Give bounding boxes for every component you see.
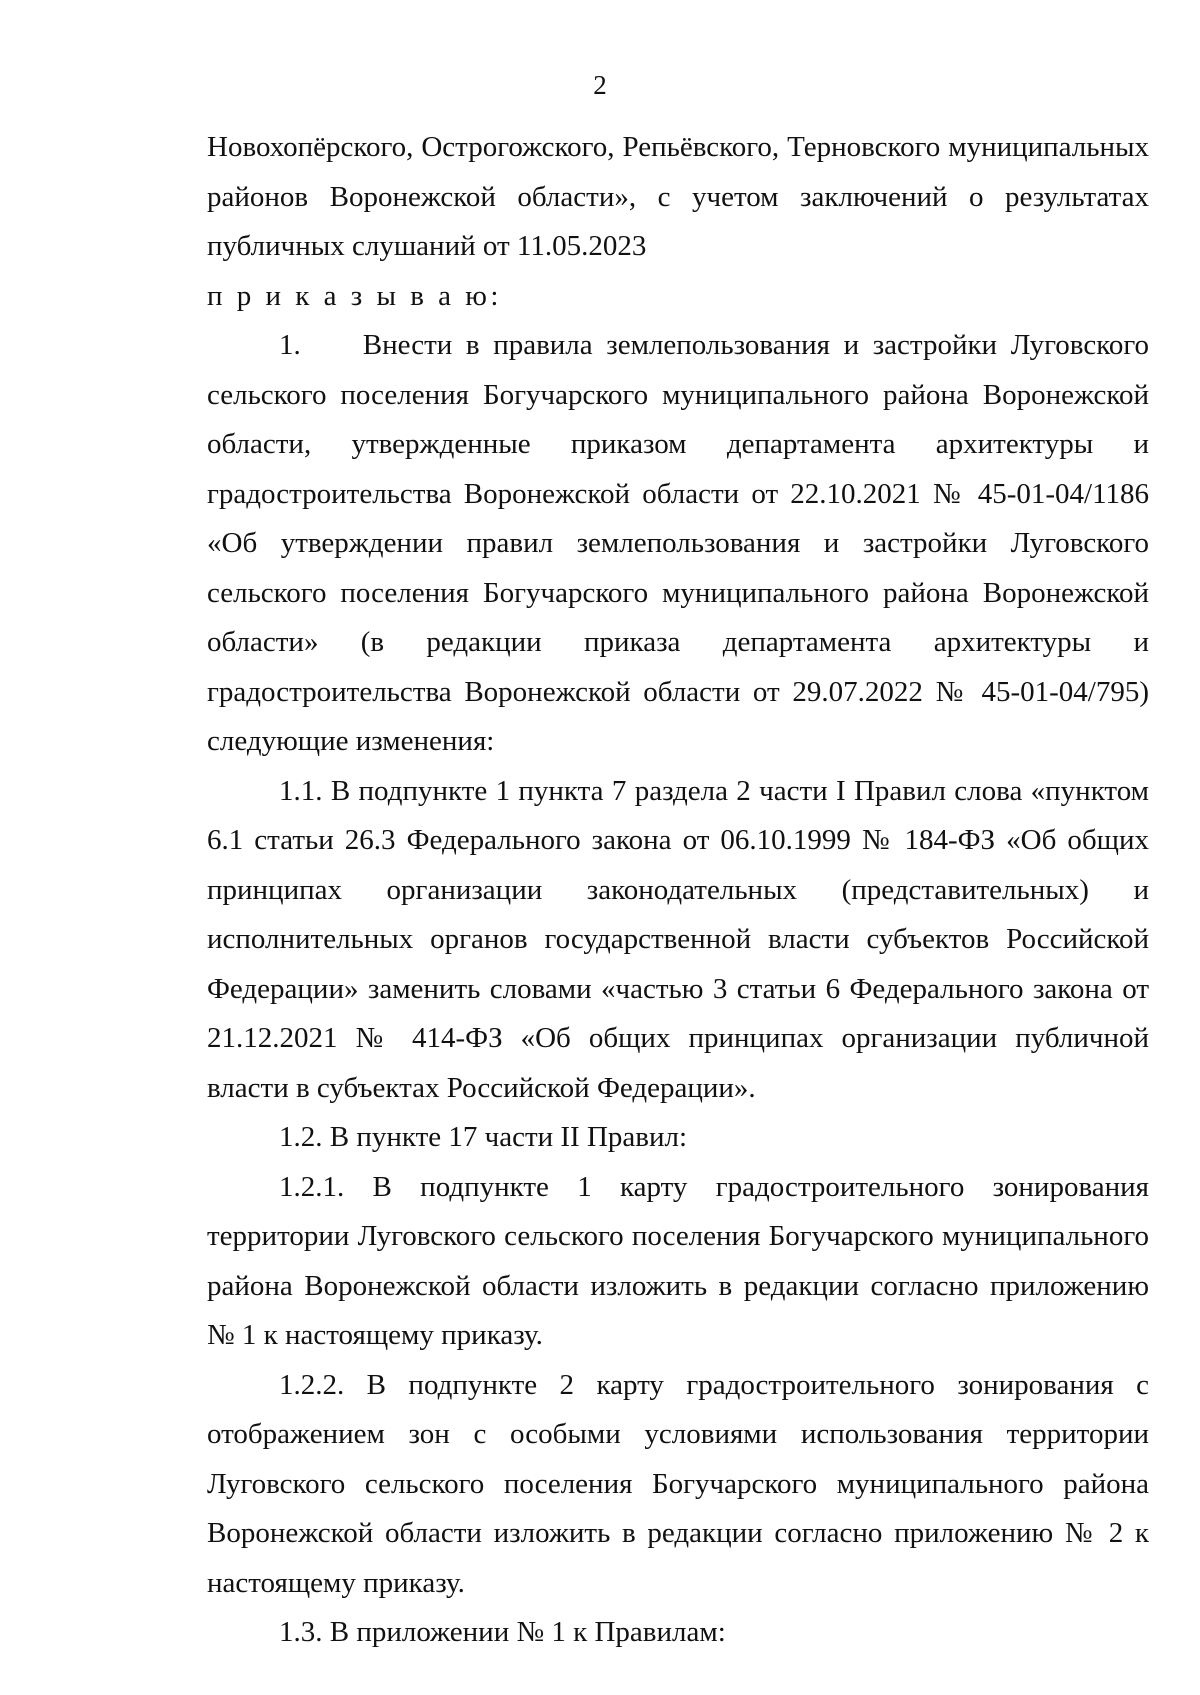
paragraph-1-text: Внести в правила землепользования и застройки Луговского сельского поселения Богучарского муниципального района Воронежской области, утвержденные приказом департамента архитектуры и градостроительства Воронежской области от 22.10.2021 № 45-01-04/1186 «Об утверждении правил землепользования и застройки Луговского сельского поселения Богучарского муниципального района Воронежской области» (в редакции приказа департамента архитектуры и градостроительства Воронежской области от 29.07.2022 № 45-01-04/795) следующие изменения: [207, 329, 1149, 757]
paragraph-1 [207, 321, 1149, 767]
paragraph-1-number: 1. [279, 329, 301, 361]
paragraph-1-2-2: 1.2.2. В подпункте 2 карту градостроительного зонирования с отображением зон с особыми условиями использования территории Луговского сельского поселения Богучарского муниципального района Воронежской области изложить в редакции согласно приложению № 2 к настоящему приказу. [207, 1368, 1149, 1599]
intro-paragraph: Новохопёрского, Острогожского, Репьёвского, Терновского муниципальных районов Воронежской области», с учетом заключений о результатах публичных слушаний от 11.05.2023 [207, 131, 1149, 262]
order-word: п р и к а з ы в а ю: [207, 279, 502, 312]
paragraph-1-2-1: 1.2.1. В подпункте 1 карту градостроительного зонирования территории Луговского сельского поселения Богучарского муниципального района Воронежской области изложить в редакции согласно приложению № 1 к настоящему приказу. [207, 1170, 1149, 1351]
paragraph-1-2: 1.2. В пункте 17 части II Правил: [279, 1121, 688, 1153]
paragraph-1-3: 1.3. В приложении № 1 к Правилам: [279, 1616, 726, 1648]
paragraph-1-1: 1.1. В подпункте 1 пункта 7 раздела 2 части I Правил слова «пунктом 6.1 статьи 26.3 Федерального закона от 06.10.1999 № 184-ФЗ «Об общих принципах организации законодательных (представительных) и исполнительных органов государственной власти субъектов Российской Федерации» заменить словами «частью 3 статьи 6 Федерального закона от 21.12.2021 № 414-ФЗ «Об общих принципах организации публичной власти в субъектах Российской Федерации». [207, 774, 1149, 1104]
document-body [207, 123, 1149, 1658]
page-number: 2 [593, 70, 607, 100]
